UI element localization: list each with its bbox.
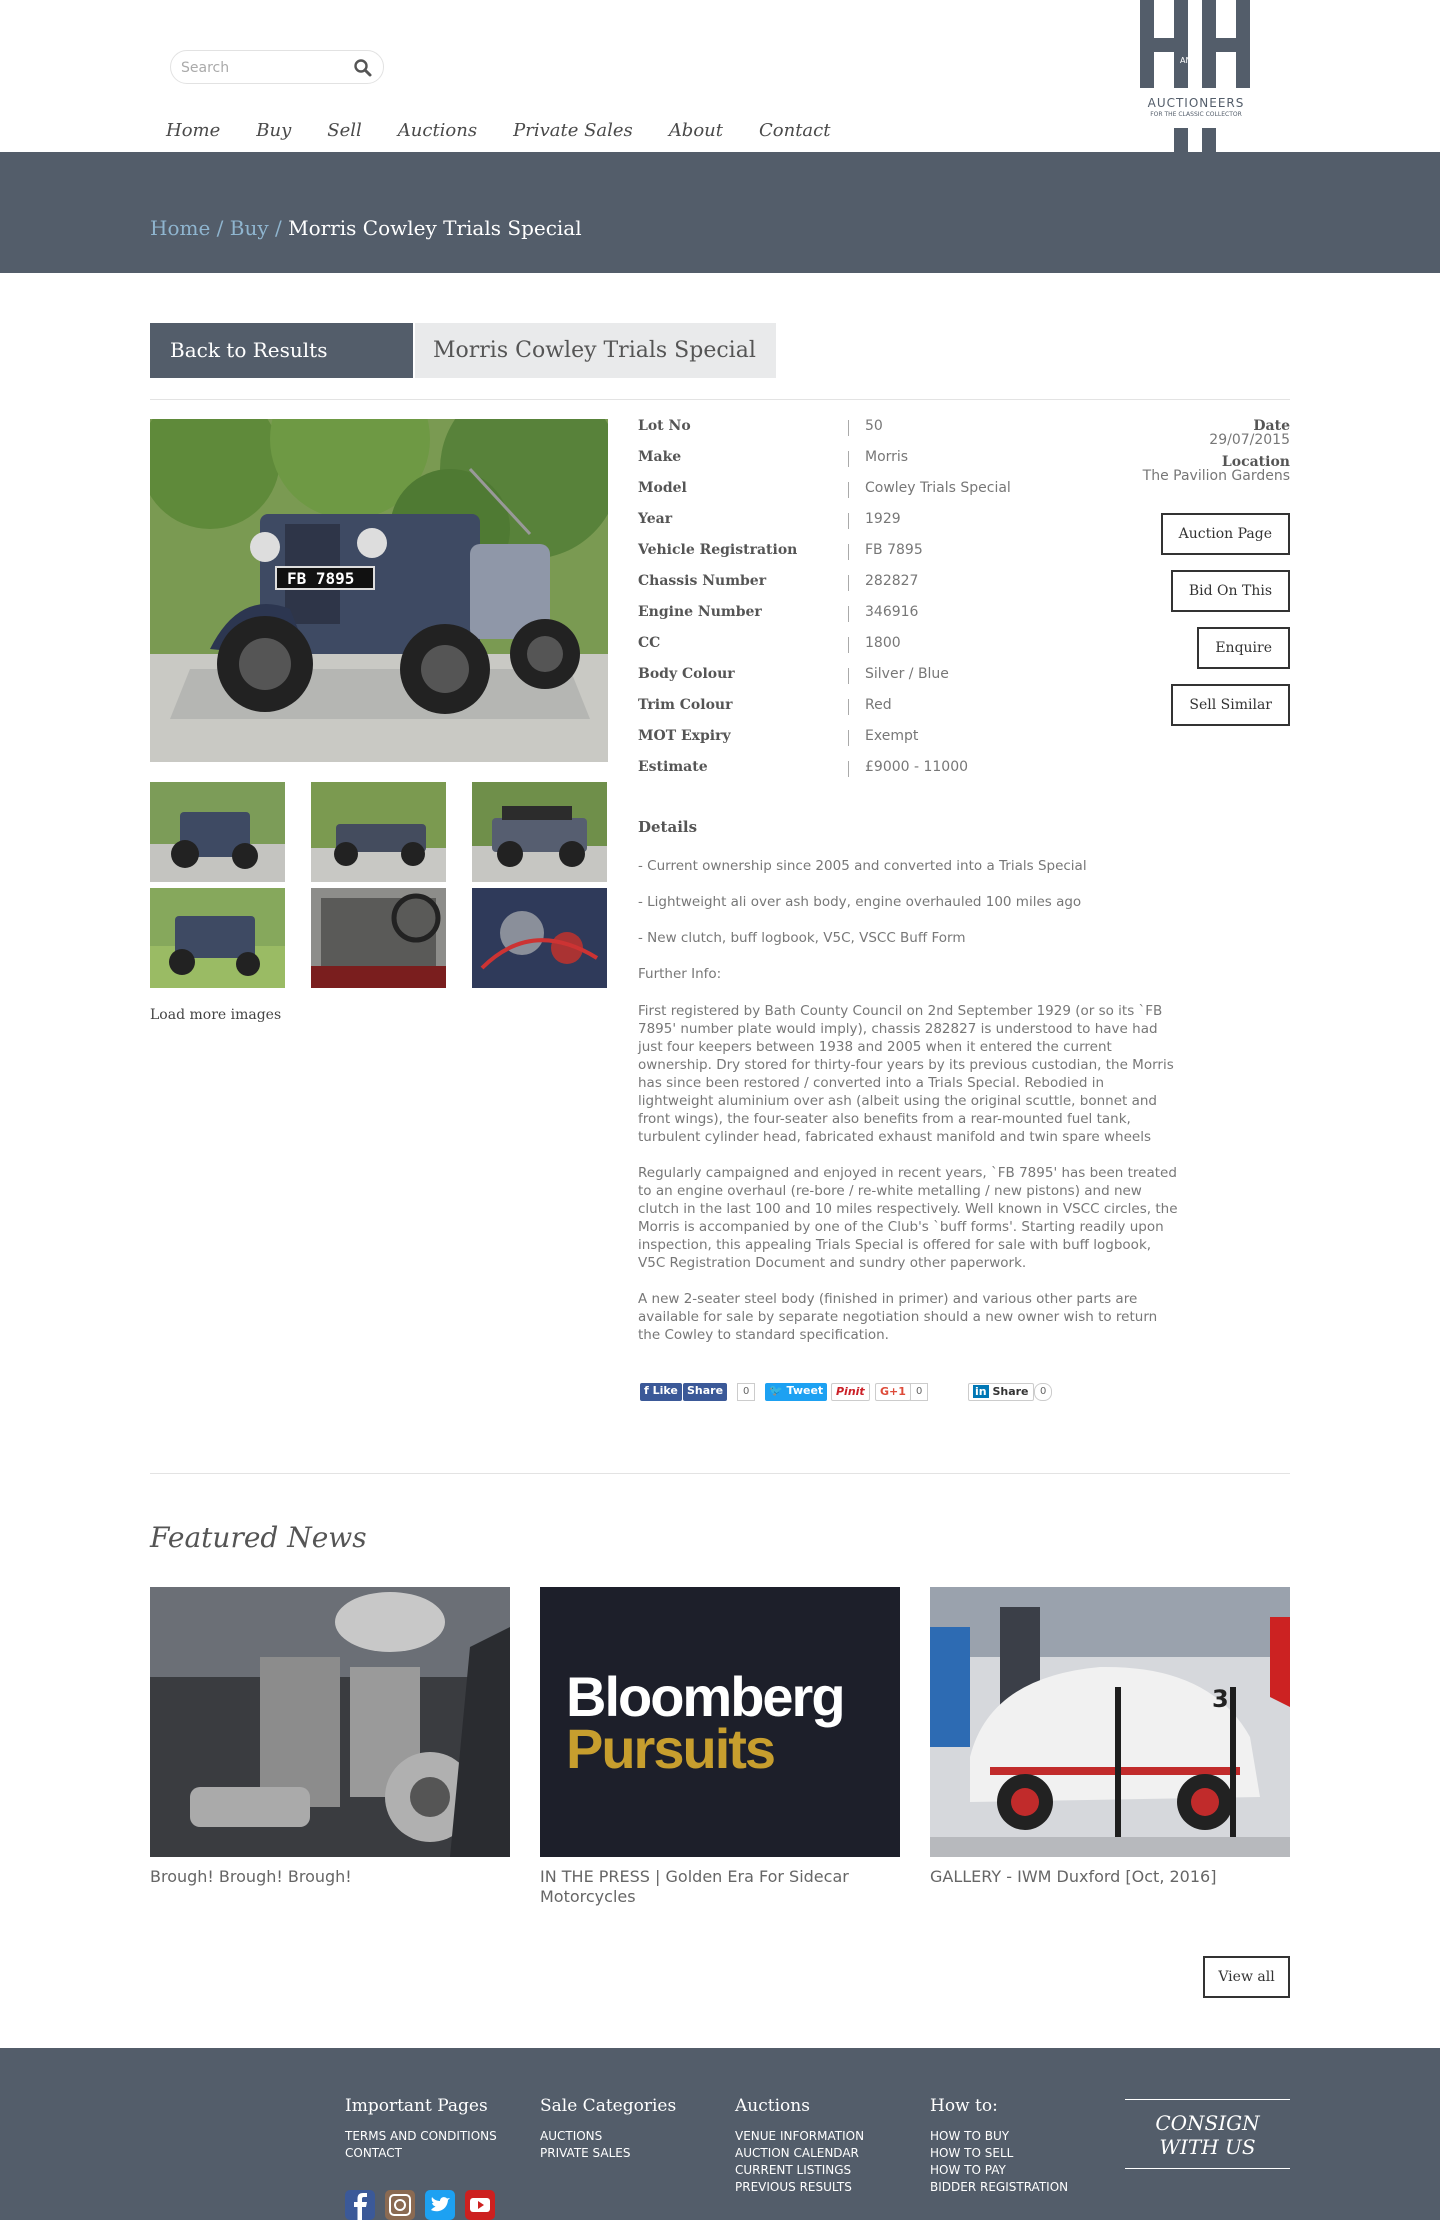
footer-column-auctions <box>735 2096 864 2196</box>
google-plus-count: 0 <box>910 1383 928 1401</box>
spec-label: Estimate <box>638 759 708 775</box>
footer-link-how-to-pay[interactable]: HOW TO PAY <box>930 2163 1006 2177</box>
sell-similar-button[interactable]: Sell Similar <box>1171 684 1290 726</box>
further-info-label: Further Info: <box>638 966 722 982</box>
nav-home[interactable]: Home <box>166 120 221 141</box>
pinit-button[interactable]: Pinit <box>831 1383 870 1401</box>
facebook-icon[interactable] <box>345 2190 375 2220</box>
linkedin-share-button[interactable]: in Share <box>968 1383 1034 1401</box>
spec-value: Silver / Blue <box>865 666 949 682</box>
spec-row <box>638 573 1058 604</box>
footer-heading: Sale Categories <box>540 2096 677 2116</box>
detail-bullet: - Current ownership since 2005 and converted into a Trials Special <box>638 858 1087 874</box>
news-title[interactable]: Brough! Brough! Brough! <box>150 1867 352 1886</box>
facebook-share-button[interactable]: Share <box>683 1383 727 1401</box>
race-number: 3 <box>1212 1685 1229 1713</box>
featured-news-heading: Featured News <box>150 1521 367 1554</box>
spec-row <box>638 728 1058 759</box>
spec-row <box>638 604 1058 635</box>
nav-auctions[interactable]: Auctions <box>397 120 478 141</box>
news-image[interactable] <box>150 1587 510 1857</box>
nav-buy[interactable]: Buy <box>256 120 292 141</box>
thumbnail[interactable] <box>150 888 285 988</box>
news-image[interactable] <box>540 1587 900 1857</box>
footer-link-venue-information[interactable]: VENUE INFORMATION <box>735 2129 865 2143</box>
search-icon[interactable] <box>353 58 373 78</box>
footer-heading: How to: <box>930 2096 998 2116</box>
page-title: Morris Cowley Trials Special <box>415 323 776 378</box>
description-paragraph: First registered by Bath County Council on 2nd September 1929 (or so its `FB 7895' number plate would imply), chassis 282827 is understood to have had just four keepers between 1938 and 2005 when it entered the current ownership. Dry stored for thirty-four years by its previous custodian, the Morris has since been restored / converted into a Trials Special. Rebodied in lightweight aluminium over ash (albeit using the original scuttle, bonnet and front wings), the four-seater also benefits from a rear-mounted fuel tank, turbulent cylinder head, fabricated exhaust manifold and twin spare wheels <box>638 1003 1174 1145</box>
logo-tagline: FOR THE CLASSIC COLLECTOR <box>1150 111 1242 118</box>
spec-label: Make <box>638 449 682 465</box>
auction-page-button[interactable]: Auction Page <box>1161 513 1290 555</box>
detail-bullet: - Lightweight ali over ash body, engine overhauled 100 miles ago <box>638 894 1082 910</box>
breadcrumb <box>150 216 582 240</box>
logo-mark <box>1136 0 1256 152</box>
thumbnail[interactable] <box>472 782 607 882</box>
news-title[interactable]: GALLERY - IWM Duxford [Oct, 2016] <box>930 1867 1217 1886</box>
footer-link-contact[interactable]: CONTACT <box>345 2146 402 2160</box>
linkedin-icon: in <box>975 1385 987 1398</box>
divider <box>150 1473 1290 1474</box>
description-paragraph: Regularly campaigned and enjoyed in recent years, `FB 7895' has been treated to an engine overhaul (re-bore / re-white metalling / new pistons) and new clutch in the last 100 and 10 miles respectively. Well known in VSCC circles, the Morris is accompanied by one of the Club's `buff forms'. Starting readily upon inspection, this appealing Trials Special is offered for sale with buff logbook, V5C Registration Document and sundry other paperwork. <box>638 1165 1178 1271</box>
breadcrumb-band <box>0 152 1440 273</box>
date-label: Date <box>1253 418 1290 434</box>
spec-row <box>638 759 1058 790</box>
nav-private-sales[interactable]: Private Sales <box>513 120 633 141</box>
facebook-share-count: 0 <box>737 1383 755 1401</box>
spec-value: Cowley Trials Special <box>865 480 1011 496</box>
spec-label: Engine Number <box>638 604 762 620</box>
spec-row <box>638 449 1058 480</box>
spec-value: 50 <box>865 418 883 434</box>
spec-label: Model <box>638 480 687 496</box>
spec-value: £9000 - 11000 <box>865 759 969 775</box>
spec-row <box>638 697 1058 728</box>
spec-label: CC <box>638 635 661 651</box>
news-title[interactable]: IN THE PRESS | Golden Era For Sidecar Motorcycles <box>540 1867 849 1906</box>
facebook-like-button[interactable]: f Like <box>640 1383 682 1401</box>
breadcrumb-current: Morris Cowley Trials Special <box>288 216 582 240</box>
youtube-icon[interactable] <box>465 2190 495 2220</box>
nav-about[interactable]: About <box>668 120 723 141</box>
pursuits-logo-text: Pursuits <box>566 1717 775 1780</box>
tweet-button[interactable]: 🐦 Tweet <box>765 1383 827 1401</box>
spec-label: MOT Expiry <box>638 728 731 744</box>
news-image[interactable] <box>930 1587 1290 1857</box>
thumbnail[interactable] <box>311 782 446 882</box>
spec-value: FB 7895 <box>865 542 923 558</box>
spec-label: Vehicle Registration <box>638 542 798 558</box>
breadcrumb-buy[interactable]: Buy <box>229 216 269 240</box>
news-card[interactable] <box>540 1587 900 1907</box>
thumbnail[interactable] <box>150 782 285 882</box>
description-paragraph: A new 2-seater steel body (finished in primer) and various other parts are available for sale by separate negotiation should a new owner wish to return the Cowley to standard specification. <box>638 1291 1158 1343</box>
footer-link-auction-calendar[interactable]: AUCTION CALENDAR <box>735 2146 859 2160</box>
consign-with-us-button[interactable]: CONSIGN WITH US <box>1125 2099 1290 2169</box>
spec-row <box>638 480 1058 511</box>
breadcrumb-separator: / <box>275 216 282 240</box>
spec-row <box>638 666 1058 697</box>
news-card[interactable] <box>150 1587 510 1887</box>
thumbnail[interactable] <box>311 888 446 988</box>
back-to-results-button[interactable]: Back to Results <box>150 323 413 378</box>
spec-value: 1800 <box>865 635 901 651</box>
instagram-icon[interactable] <box>385 2190 415 2220</box>
facebook-icon: f <box>644 1384 653 1397</box>
linkedin-share-count: 0 <box>1034 1383 1052 1401</box>
footer-heading: Auctions <box>735 2096 810 2116</box>
footer-link-how-to-sell[interactable]: HOW TO SELL <box>930 2146 1014 2160</box>
thumbnail[interactable] <box>472 888 607 988</box>
spec-row <box>638 542 1058 573</box>
footer-link-previous-results[interactable]: PREVIOUS RESULTS <box>735 2180 852 2194</box>
footer-heading: Important Pages <box>345 2096 488 2116</box>
spec-label: Year <box>638 511 673 527</box>
twitter-icon: 🐦 <box>769 1384 787 1397</box>
footer-link-private-sales[interactable]: PRIVATE SALES <box>540 2146 631 2160</box>
main-nav <box>148 120 848 148</box>
load-more-images-link[interactable]: Load more images <box>150 1007 282 1023</box>
search-input[interactable] <box>181 58 341 78</box>
logo-and: AND <box>1180 56 1198 65</box>
nav-sell[interactable]: Sell <box>327 120 362 141</box>
spec-value: Morris <box>865 449 909 465</box>
google-plus-button[interactable]: G+1 <box>875 1383 911 1401</box>
spec-label: Chassis Number <box>638 573 767 589</box>
spec-row <box>638 511 1058 542</box>
footer-column-sale-categories <box>540 2096 676 2162</box>
breadcrumb-separator: / <box>216 216 224 240</box>
auction-date: 29/07/2015 <box>1209 432 1290 448</box>
footer-link-auctions[interactable]: AUCTIONS <box>540 2129 603 2143</box>
site-logo[interactable] <box>1136 0 1256 152</box>
footer-link-current-listings[interactable]: CURRENT LISTINGS <box>735 2163 852 2177</box>
auction-location: The Pavilion Gardens <box>1142 468 1290 484</box>
view-all-news-button[interactable]: View all <box>1203 1956 1290 1998</box>
footer-link-terms[interactable]: TERMS AND CONDITIONS <box>345 2129 497 2143</box>
footer-column-how-to <box>930 2096 1068 2196</box>
spec-row <box>638 418 1058 449</box>
news-card[interactable] <box>930 1587 1290 1887</box>
spec-value: 346916 <box>865 604 919 620</box>
bid-on-this-button[interactable]: Bid On This <box>1171 570 1290 612</box>
main-vehicle-image[interactable] <box>150 419 608 762</box>
spec-label: Lot No <box>638 418 691 434</box>
spec-value: 1929 <box>865 511 901 527</box>
spec-value: Exempt <box>865 728 919 744</box>
footer-link-bidder-registration[interactable]: BIDDER REGISTRATION <box>930 2180 1069 2194</box>
divider <box>150 399 1290 400</box>
spec-label: Trim Colour <box>638 697 733 713</box>
search-box[interactable] <box>170 50 384 84</box>
spec-value: 282827 <box>865 573 919 589</box>
twitter-icon[interactable] <box>425 2190 455 2220</box>
logo-name: AUCTIONEERS <box>1147 96 1245 110</box>
bloomberg-logo-text: Bloomberg <box>566 1665 844 1728</box>
spec-row <box>638 635 1058 666</box>
detail-bullet: - New clutch, buff logbook, V5C, VSCC Buff Form <box>638 930 966 946</box>
details-heading: Details <box>638 818 698 836</box>
location-label: Location <box>1221 454 1290 470</box>
footer-column-important-pages <box>345 2096 497 2162</box>
spec-value: Red <box>865 697 892 713</box>
breadcrumb-home[interactable]: Home <box>150 216 211 240</box>
spec-label: Body Colour <box>638 666 735 682</box>
footer-link-how-to-buy[interactable]: HOW TO BUY <box>930 2129 1010 2143</box>
nav-contact[interactable]: Contact <box>759 120 831 141</box>
number-plate: FB 7895 <box>287 569 355 588</box>
enquire-button[interactable]: Enquire <box>1197 627 1290 669</box>
